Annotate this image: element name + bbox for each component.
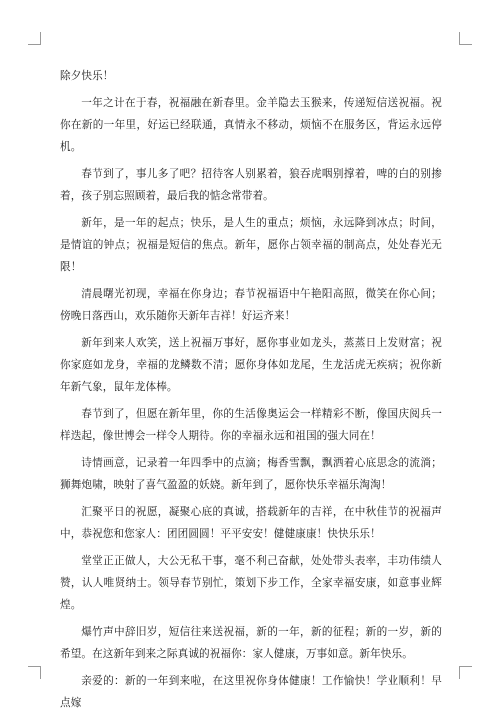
paragraph: 爆竹声中辞旧岁，短信往来送祝福，新的一年，新的征程；新的一岁，新的希望。在这新年到来之际真诚的祝福你：家人健康，万事如意。新年快乐。: [60, 625, 442, 660]
paragraph: 堂堂正正做人，大公无私干事，毫不利己奋献，处处带头表率，丰功伟绩人赞，认人唯贤纳士。领导春节别忙，策划下步工作，全家幸福安康，如意事业辉煌。: [60, 554, 442, 611]
paragraph: 除夕快乐！: [60, 70, 114, 82]
paragraph: 一年之计在于春，祝福融在新春里。金羊隐去玉猴来，传递短信送祝福。祝你在新的一年里，好运已经联通，真情永不移动，烦恼不在服务区，背运永远停机。: [60, 96, 442, 154]
paragraph: 汇聚平日的祝愿，凝聚心底的真诚，搭载新年的吉祥，在中秋佳节的祝福声中，恭祝您和您家人：团团圆圆！平平安安！健健康康！快快乐乐！: [60, 505, 442, 540]
paragraph: 诗情画意，记录着一年四季中的点滴；梅香雪飘，飘洒着心底思念的流淌；狮舞炮啸，映射了喜气盈盈的妖娆。新年到了，愿你快乐幸福乐淘淘！: [60, 456, 442, 491]
paragraph: 春节到了，事儿多了吧？招待客人别累着，狼吞虎咽别撑着，啤的白的别掺着，孩子别忘照顾着，最后我的惦念常带着。: [60, 167, 442, 203]
document-body: [60, 65, 442, 718]
paragraph: 新年到来人欢笑，送上祝福万事好，愿你事业如龙头，蒸蒸日上发财富；祝你家庭如龙身，幸福的龙鳞数不清；愿你身体如龙尾，生龙活虎无疾病；祝你新年新气象，鼠年龙体棒。: [60, 336, 442, 394]
crop-mark-bottom-right: [459, 666, 472, 679]
paragraph: 亲爱的：新的一年到来啦，在这里祝你身体健康！工作愉快！学业顺利！早点嫁: [60, 674, 442, 709]
paragraph: 清晨曙光初现，幸福在你身边；春节祝福语中午艳阳高照，微笑在你心间；傍晚日落西山，欢乐随你天新年吉祥！好运齐来！: [60, 287, 442, 323]
crop-mark-top-right: [459, 32, 472, 45]
paragraph: 新年，是一年的起点；快乐，是人生的重点；烦恼，永远降到冰点；时间，是情谊的钟点；祝福是短信的焦点。新年，愿你占领幸福的制高点，处处春光无限！: [60, 216, 442, 274]
crop-mark-bottom-left: [28, 666, 41, 679]
paragraph: 春节到了，但愿在新年里，你的生活像奥运会一样精彩不断，像国庆阅兵一样迭起，像世博会一样令人期待。你的幸福永远和祖国的强大同在！: [60, 407, 442, 443]
crop-mark-top-left: [28, 32, 41, 45]
